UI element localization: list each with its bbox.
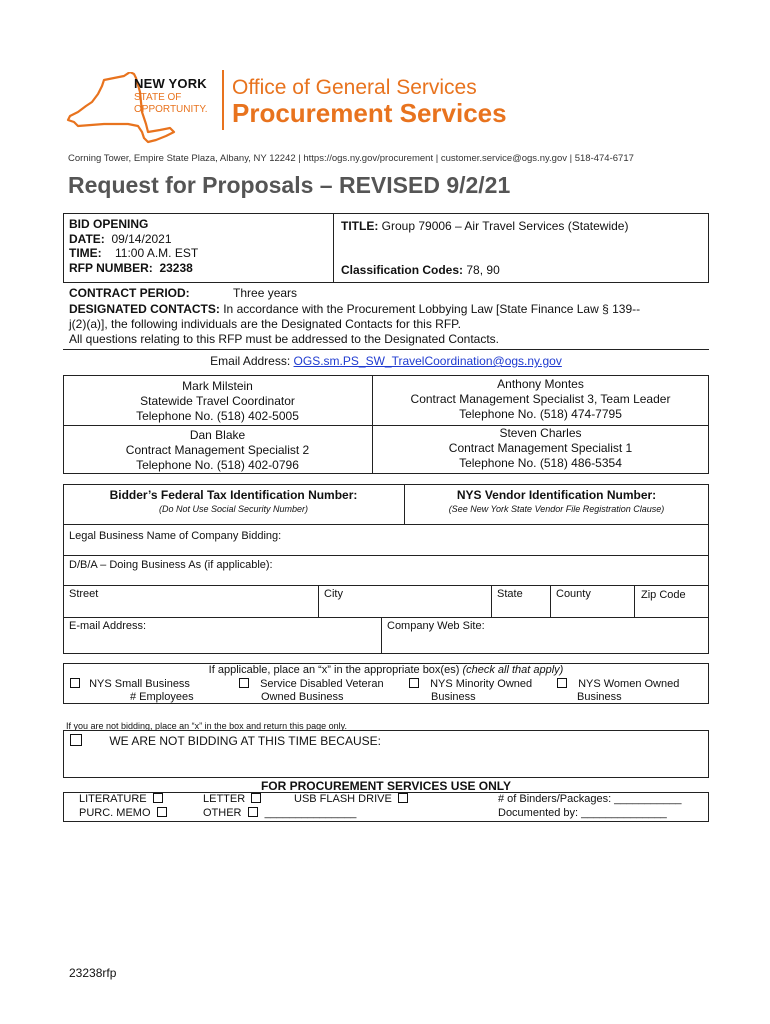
other-blank[interactable]: _______________ <box>264 807 357 819</box>
bid-opening-block <box>69 217 198 275</box>
county-field[interactable]: County <box>556 588 591 600</box>
contact-mark-milstein <box>63 379 372 424</box>
email-address-field[interactable]: E-mail Address: <box>69 620 147 632</box>
contact-phone: Telephone No. (518) 486-5354 <box>459 456 622 470</box>
contact-phone: Telephone No. (518) 402-5005 <box>136 409 299 423</box>
tax-id-note: (Do Not Use Social Security Number) <box>158 504 309 514</box>
classification-label: Classification Codes: <box>341 263 464 277</box>
small-business-checkbox[interactable] <box>70 678 80 688</box>
rfp-number-value: 23238 <box>159 260 193 275</box>
contact-phone: Telephone No. (518) 474-7795 <box>459 407 622 421</box>
time-value: 11:00 A.M. EST <box>115 246 199 260</box>
classification-value: 78, 90 <box>466 263 500 277</box>
contact-steven-charles <box>372 426 709 471</box>
literature-checkbox[interactable] <box>153 793 163 803</box>
contact-role: Contract Management Specialist 3, Team Leader <box>410 392 671 406</box>
vendor-id-note: (See New York State Vendor File Registration Clause) <box>448 504 665 514</box>
division-name: Procurement Services <box>232 98 507 128</box>
not-bidding-option[interactable] <box>70 734 381 748</box>
bid-opening-heading: BID OPENING <box>69 217 149 231</box>
usb-option[interactable]: USB FLASH DRIVE <box>294 793 408 805</box>
women-owned-option[interactable]: NYS Women Owned Business <box>557 678 679 704</box>
letter-option[interactable]: LETTER <box>203 793 261 805</box>
contact-name: Steven Charles <box>499 426 582 440</box>
contact-role: Contract Management Specialist 1 <box>448 441 633 455</box>
ny-logo-line1: NEW YORK <box>134 76 207 91</box>
contact-email-row <box>63 354 709 368</box>
time-label: TIME: <box>69 246 102 260</box>
state-field[interactable]: State <box>497 588 523 600</box>
zip-code-field[interactable]: Zip Code <box>641 589 686 601</box>
not-bidding-instruction: If you are not bidding, place an “x” in the box and return this page only. <box>66 721 348 731</box>
contact-name: Anthony Montes <box>497 377 584 391</box>
vendor-id-label: NYS Vendor Identification Number: <box>456 488 657 502</box>
minority-checkbox[interactable] <box>409 678 419 688</box>
contact-phone: Telephone No. (518) 402-0796 <box>136 458 299 472</box>
tax-id-field[interactable] <box>63 488 404 514</box>
contract-period-label: CONTRACT PERIOD: <box>69 286 190 300</box>
minority-owned-option[interactable]: NYS Minority Owned Business <box>409 678 532 704</box>
legal-name-field[interactable]: Legal Business Name of Company Bidding: <box>69 530 282 542</box>
contact-anthony-montes <box>372 377 709 422</box>
dba-field[interactable]: D/B/A – Doing Business As (if applicable): <box>69 559 273 571</box>
office-use-heading: FOR PROCUREMENT SERVICES USE ONLY <box>260 779 512 793</box>
ny-logo-line2: STATE OF <box>134 92 182 103</box>
other-option[interactable]: OTHER _______________ <box>203 807 357 819</box>
office-name: Office of General Services <box>232 76 477 99</box>
vendor-id-field[interactable] <box>404 488 709 514</box>
city-field[interactable]: City <box>324 588 343 600</box>
documented-by-field[interactable]: Documented by: ______________ <box>498 807 667 819</box>
contact-name: Mark Milstein <box>182 379 253 393</box>
sdv-checkbox[interactable] <box>239 678 249 688</box>
purc-memo-checkbox[interactable] <box>157 807 167 817</box>
company-website-field[interactable]: Company Web Site: <box>387 620 485 632</box>
contact-dan-blake <box>63 428 372 473</box>
women-checkbox[interactable] <box>557 678 567 688</box>
contact-role: Statewide Travel Coordinator <box>140 394 295 408</box>
contract-period <box>69 286 297 300</box>
nys-small-business-option[interactable]: NYS Small Business # Employees <box>70 678 194 704</box>
title-value: Group 79006 – Air Travel Services (Statewide) <box>381 219 629 233</box>
date-label: DATE: <box>69 231 105 246</box>
rfp-title <box>341 219 628 233</box>
address-line: Corning Tower, Empire State Plaza, Albany, NY 12242 | https://ogs.ny.gov/procurement | customer.service@ogs.ny.gov | 518-474-6717 <box>68 153 634 164</box>
not-bidding-label: WE ARE NOT BIDDING AT THIS TIME BECAUSE: <box>109 734 381 748</box>
binders-field[interactable]: # of Binders/Packages: ___________ <box>498 793 682 805</box>
usb-checkbox[interactable] <box>398 793 408 803</box>
classification-codes <box>341 263 500 277</box>
contact-name: Dan Blake <box>189 428 246 442</box>
rfp-number-label: RFP NUMBER: <box>69 260 153 275</box>
designated-contacts-label: DESIGNATED CONTACTS: <box>69 302 220 316</box>
contact-email-link[interactable]: OGS.sm.PS_SW_TravelCoordination@ogs.ny.gov <box>293 354 562 368</box>
tax-id-label: Bidder’s Federal Tax Identification Number: <box>109 488 358 502</box>
not-bidding-checkbox[interactable] <box>70 734 82 746</box>
sdv-owned-option[interactable]: Service Disabled Veteran Owned Business <box>239 678 384 704</box>
contract-period-value: Three years <box>233 286 298 300</box>
contact-email-label: Email Address: <box>210 354 291 368</box>
page-title: Request for Proposals – REVISED 9/2/21 <box>68 172 511 198</box>
ny-logo-text <box>134 78 208 116</box>
title-label: TITLE: <box>341 219 379 233</box>
designated-contacts-text: DESIGNATED CONTACTS: In accordance with the Procurement Lobbying Law [State Finance Law § 139-- j(2)(a)], the following individuals are the Designated Contacts for this RFP. All questions relating to this RFP must be addressed to the Designated Contacts. <box>69 302 641 346</box>
footer-doc-id: 23238rfp <box>69 966 117 980</box>
contact-role: Contract Management Specialist 2 <box>125 443 310 457</box>
ny-logo-line3: OPPORTUNITY. <box>134 104 208 115</box>
ogs-logo <box>64 64 507 148</box>
business-type-instruction: If applicable, place an “x” in the appropriate box(es) (check all that apply) <box>208 664 564 676</box>
purc-memo-option[interactable]: PURC. MEMO <box>79 807 167 819</box>
date-value: 09/14/2021 <box>111 231 172 246</box>
street-field[interactable]: Street <box>69 588 99 600</box>
letter-checkbox[interactable] <box>251 793 261 803</box>
logo-divider <box>222 70 224 130</box>
other-checkbox[interactable] <box>248 807 258 817</box>
literature-option[interactable]: LITERATURE <box>79 793 163 805</box>
